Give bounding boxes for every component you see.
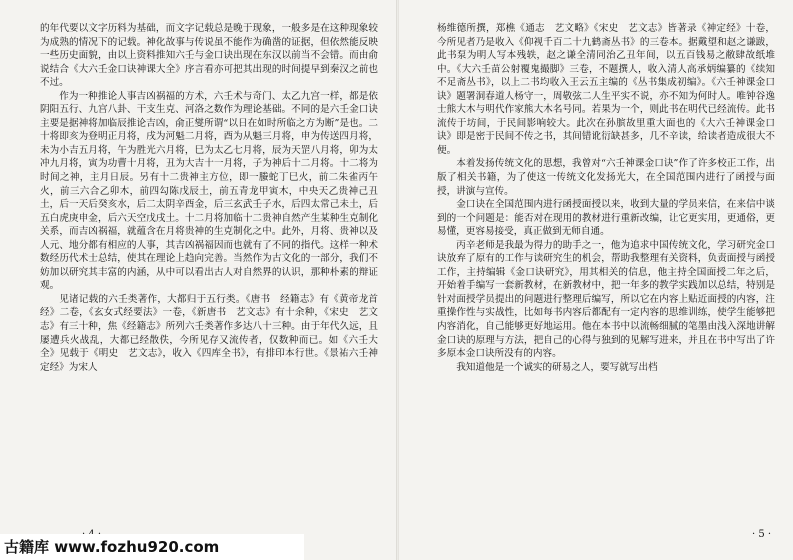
right-page [437, 22, 775, 374]
right-paragraph-2: 本着发扬传统文化的思想，我曾对“六壬神课金口诀”作了许多校正工作，出版了相关书籍，为了使这一传统文化发扬光大，在全国范围内进行了函授与面授，讲演与宣传。 [437, 158, 775, 197]
left-paragraph-1: 的年代要以文字历料为基础，而文字记载总是晚于现象，一般多是在这种现象较为成熟的情况下的记载。神化故事与传说虽不能作为确凿的证据，但依然能反映一些历史面貌，由以上资料推知六壬与金口诀出现在东汉以前当不会错。而由俞说结合《大六壬金口诀神课大全》序言看亦可把其出现的时间提早到秦汉之前也不过。 [40, 23, 378, 89]
site-watermark: 古籍库 www.fozhu920.com [0, 534, 304, 560]
page-number-right: · 5 · [752, 529, 772, 540]
left-paragraph-2: 作为一种推论人事吉凶祸福的方术，六壬术与奇门、太乙九宫一样，都是依阴阳五行、九宫八卦、干支生克、河洛之数作为理论基础。不同的是六壬金口诀主要是据神将加临辰推论吉凶，俞正燮所谓“以日在如时所临之方为断”是也。二十将即亥为登明正月将，戌为河魁二月将，酉为从魁三月将，申为传送四月将，未为小吉五月将，午为胜光六月将，巳为太乙七月将，辰为天罡八月将，卯为太冲九月将，寅为功曹十月将，丑为大吉十一月将，子为神后十二月将。十二将为时间之神，主月日辰。另有十二贵神主方位，即一螣蛇丁巳火，前二朱雀丙午火，前三六合乙卯木，前四勾陈戊辰土，前五青龙甲寅木，中央天乙贵神己丑土，后一天后癸亥水，后二太阴辛酉金，后三玄武壬子水，后四太常己未土，后五白虎庚申金，后六天空戊戌土。十二月将加临十二贵神自然产生某种生克制化关系，而吉凶祸福，就蕴含在月将贵神的生克制化之中。此外，月将、贵神以及人元、地分都有相应的人事，其吉凶祸福因而也就有了不同的指代。这样一种术数经历代术士总结，使其在理论上趋向完善。当然作为古文化的一部分，我们不妨加以研究其丰富的内涵，从中可以看出古人对自然界的认识，那种朴素的辩证观。 [40, 90, 378, 292]
right-paragraph-4: 丙辛老师是我最为得力的助手之一，他为追求中国传统文化，学习研究金口诀放弃了原有的工作与读研究生的机会，帮助我整理有关资料，负责面授与函授工作，主持编辑《金口诀研究》，用其相关的信息，他主持全国面授二年之后，开始着手编写一套新教材，在新教材中，把一年多的教学实践加以总结，特别是针对面授学员提出的问题进行整理后编写，所以它在内容上贴近面授的内容，注重操作性与实战性，比如每书内容后都配有一定内容的思维训练，使学生能够把内容消化，自己能够更好地运用。他在本书中以流畅细腻的笔墨由浅入深地讲解金口诀的原理与方法，把自己的心得与独到的见解写进来，并且在书中写出了许多原本金口诀所没有的内容。 [437, 239, 775, 360]
book-fold [396, 0, 399, 560]
left-page [40, 22, 378, 374]
right-paragraph-1: 杨维德所撰，郑樵《通志 艺文略》《宋史 艺文志》皆著录《神定经》十卷，今所见者乃是收入《仰视千百二十九鹤斋丛书》的三卷本。据戴望和赵之谦跋，此书泵为明人写本残轶，赵之谦全清同治乙丑年间，以五百钱易之敝肆故纸堆中。《大六壬苗公射覆鬼撮脚》三卷，不题撰人，收入清人高承炳编纂的《续知不足斋丛书》，以上二书均收入王云五主编的《丛书集成初编》。《六壬神课金口诀》题署洞春道人杨守一，周敬弦二人生平实不说，亦不知为何时人。唯钟谷逸士熊大木与明代作家熊大木名号同。若果为一个，则此书在明代已经流传。此书流传于坊间，于民间影响较大。此次在孙膑故里重大面也的《大六壬神课金口诀》即是密于民间不传之书，其间错讹衍缺甚多，几不辛读，给读者造成很大不便。 [437, 23, 775, 156]
right-paragraph-3: 金口诀在全国范围内进行函授面授以来，收到大量的学员来信，在来信中谈到的一个问题是：能否对在现用的教材进行重新改编，让它更实用，更通俗，更易懂，更容易接受，真正做到无师自通。 [437, 199, 775, 238]
left-paragraph-3: 见诸记载的六壬类著作，大都归于五行类。《唐书 经籍志》有《黄帝龙首经》二卷，《玄女式经要法》一卷，《新唐书 艺文志》有十余种，《宋史 艺文志》有三十种，焦《经籍志》所列六壬类著作多达八十三种。由于年代久远，且屡遭兵火战乱，大都已经散佚，今所见存又流传者，仅数种而已。如《六壬大全》见载于《明史 艺文志》，收入《四库全书》，有排印本行世。《景祐六壬神定经》为宋人 [40, 293, 378, 373]
right-paragraph-5: 我知道他是一个诚实的研易之人，要写就写出档 [456, 361, 658, 373]
